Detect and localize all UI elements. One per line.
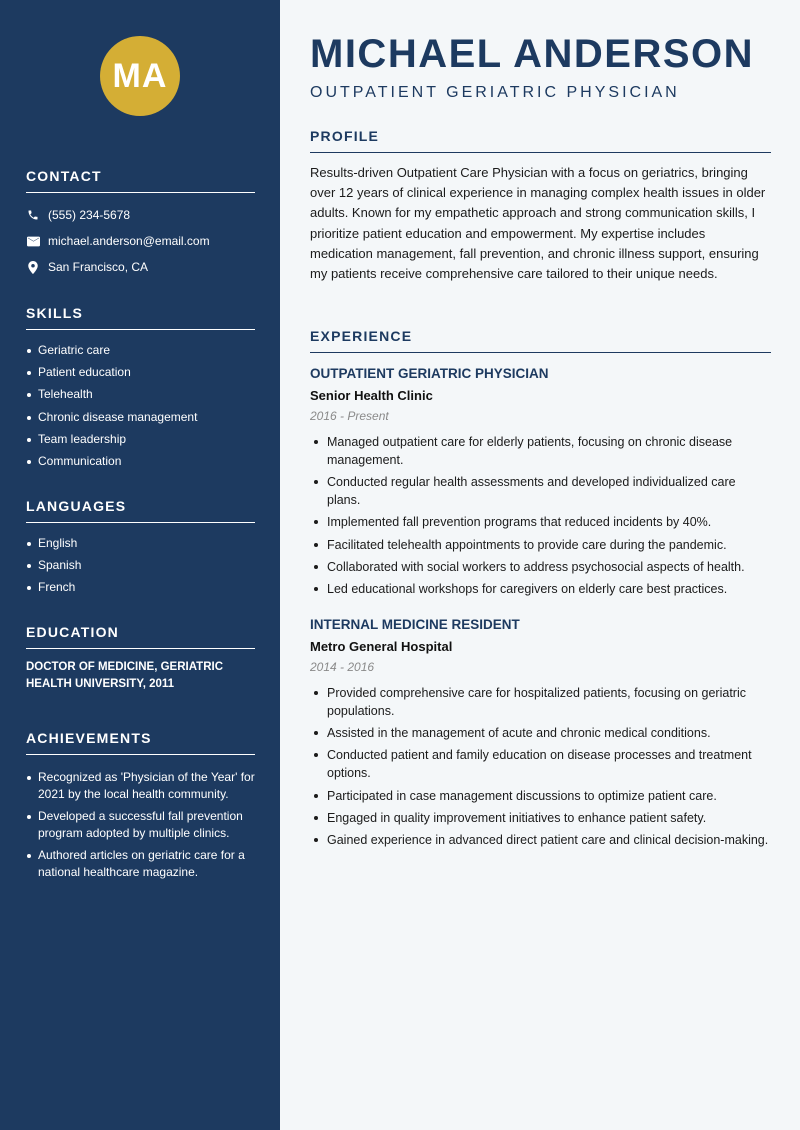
language-item: French <box>26 580 255 602</box>
experience-entry <box>310 366 771 602</box>
skill-item: Communication <box>26 454 255 476</box>
skill-item: Patient education <box>26 365 255 387</box>
job-title: OUTPATIENT GERIATRIC PHYSICIAN <box>310 84 680 101</box>
email-address[interactable]: michael.anderson@email.com <box>48 234 210 248</box>
job-bullet: Collaborated with social workers to address psychosocial aspects of health. <box>310 558 771 576</box>
languages-list <box>26 536 255 603</box>
sidebar <box>0 0 280 1130</box>
language-item: Spanish <box>26 558 255 580</box>
skills-heading: SKILLS <box>26 305 255 330</box>
education-heading: EDUCATION <box>26 624 255 649</box>
job-responsibilities <box>310 684 771 849</box>
education-degree: DOCTOR OF MEDICINE, GERIATRIC HEALTH UNIVERSITY, 2011 <box>26 661 223 690</box>
avatar: MA <box>100 36 180 116</box>
experience-heading: EXPERIENCE <box>310 328 771 353</box>
job-role: OUTPATIENT GERIATRIC PHYSICIAN <box>310 366 549 381</box>
job-bullet: Led educational workshops for caregivers on elderly care best practices. <box>310 580 771 598</box>
phone-icon <box>26 208 40 222</box>
person-name: MICHAEL ANDERSON <box>310 32 755 76</box>
skills-list <box>26 343 255 476</box>
contact-location <box>26 259 255 275</box>
profile-heading: PROFILE <box>310 128 771 153</box>
achievement-item: Authored articles on geriatric care for a national healthcare magazine. <box>26 847 255 881</box>
job-company: Metro General Hospital <box>310 639 453 654</box>
contact-phone <box>26 207 255 223</box>
contact-section <box>26 168 255 275</box>
job-bullet: Provided comprehensive care for hospitalized patients, focusing on geriatric populations. <box>310 684 771 720</box>
job-bullet: Implemented fall prevention programs that reduced incidents by 40%. <box>310 513 771 531</box>
profile-summary: Results-driven Outpatient Care Physician with a focus on geriatrics, bringing over 12 years of clinical experience in managing complex health issues in older adults. Known for my empathetic approach and strong communication skills, I prioritize patient education and empowerment. My expertise includes medication management, fall prevention, and chronic illness support, ensuring my patients receive comprehensive care tailored to their unique needs. <box>310 165 766 282</box>
contact-heading: CONTACT <box>26 168 255 193</box>
skill-item: Telehealth <box>26 387 255 409</box>
achievement-item: Developed a successful fall prevention program adopted by multiple clinics. <box>26 808 255 842</box>
location-pin-icon <box>26 260 40 274</box>
achievement-item: Recognized as 'Physician of the Year' for 2021 by the local health community. <box>26 769 255 803</box>
language-item: English <box>26 536 255 558</box>
contact-email <box>26 233 255 249</box>
job-bullet: Engaged in quality improvement initiatives to enhance patient safety. <box>310 809 771 827</box>
achievements-list <box>26 769 255 881</box>
location-text: San Francisco, CA <box>48 260 149 274</box>
phone-number[interactable]: (555) 234-5678 <box>48 208 131 222</box>
job-bullet: Managed outpatient care for elderly patients, focusing on chronic disease management. <box>310 433 771 469</box>
skill-item: Team leadership <box>26 432 255 454</box>
achievements-section <box>26 730 255 886</box>
job-dates: 2014 - 2016 <box>310 660 375 674</box>
job-dates: 2016 - Present <box>310 409 389 423</box>
job-bullet: Participated in case management discussions to optimize patient care. <box>310 787 771 805</box>
job-company: Senior Health Clinic <box>310 388 433 403</box>
job-bullet: Gained experience in advanced direct patient care and clinical decision-making. <box>310 831 771 849</box>
skill-item: Geriatric care <box>26 343 255 365</box>
languages-heading: LANGUAGES <box>26 498 255 523</box>
job-bullet: Conducted patient and family education on disease processes and treatment options. <box>310 746 771 782</box>
languages-section <box>26 498 255 603</box>
skills-section <box>26 305 255 476</box>
job-bullet: Assisted in the management of acute and chronic medical conditions. <box>310 724 771 742</box>
job-responsibilities <box>310 433 771 598</box>
skill-item: Chronic disease management <box>26 410 255 432</box>
experience-entry <box>310 617 771 853</box>
achievements-heading: ACHIEVEMENTS <box>26 730 255 755</box>
job-role: INTERNAL MEDICINE RESIDENT <box>310 617 520 632</box>
education-section <box>26 624 255 693</box>
email-icon <box>26 234 40 248</box>
job-bullet: Facilitated telehealth appointments to provide care during the pandemic. <box>310 536 771 554</box>
job-bullet: Conducted regular health assessments and developed individualized care plans. <box>310 473 771 509</box>
